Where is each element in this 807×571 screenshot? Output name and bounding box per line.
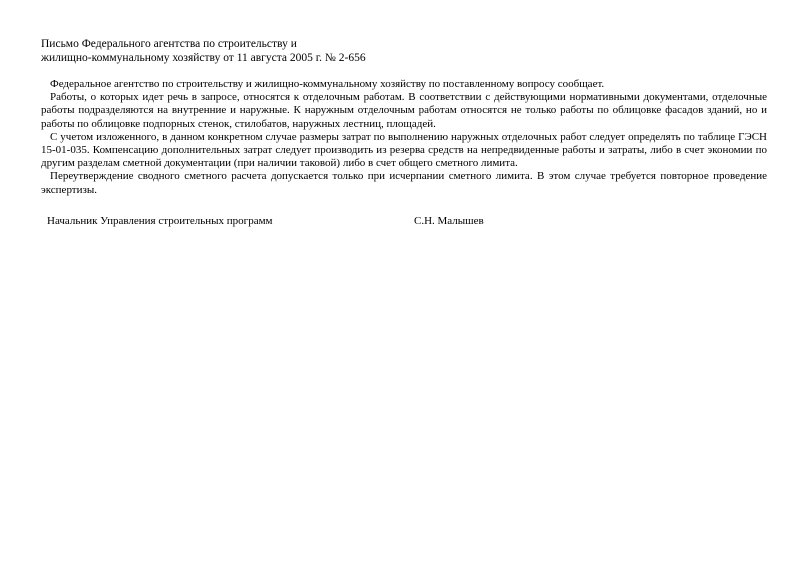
document-body xyxy=(41,78,767,197)
paragraph-reapproval: Переутверждение сводного сметного расчета допускается только при исчерпании сметного лимита. В этом случае требуется повторное проведение экспертизы. xyxy=(41,170,767,196)
signature-role: Начальник Управления строительных программ xyxy=(47,214,273,227)
document-title xyxy=(41,37,767,65)
document-title-line-2: жилищно-коммунальному хозяйству от 11 августа 2005 г. № 2-656 xyxy=(41,52,366,64)
paragraph-finishing-works: Работы, о которых идет речь в запросе, относятся к отделочным работам. В соответствии с действующими нормативными документами, отделочные работы подразделяются на внутренние и наружные. К наружным отделочным работам относятся не только работы по облицовке фасадов зданий, но и работы по облицовке подпорных стенок, стилобатов, наружных лестниц, площадей. xyxy=(41,91,767,130)
signature-block xyxy=(41,214,767,228)
paragraph-intro: Федеральное агентство по строительству и жилищно-коммунальному хозяйству по поставленному вопросу сообщает. xyxy=(50,78,605,90)
paragraph-cost-determination: С учетом изложенного, в данном конкретном случае размеры затрат по выполнению наружных отделочных работ следует определять по таблице ГЭСН 15-01-035. Компенсацию дополнительных затрат следует производить из резерва средств на непредвиденные работы и затраты, либо в счет экономии по другим разделам сметной документации (при наличии таковой) либо в счет общего сметного лимита. xyxy=(41,130,767,170)
signature-name: С.Н. Малышев xyxy=(414,214,484,227)
document-title-line-1: Письмо Федерального агентства по строительству и xyxy=(41,38,297,50)
document-page xyxy=(41,37,767,228)
